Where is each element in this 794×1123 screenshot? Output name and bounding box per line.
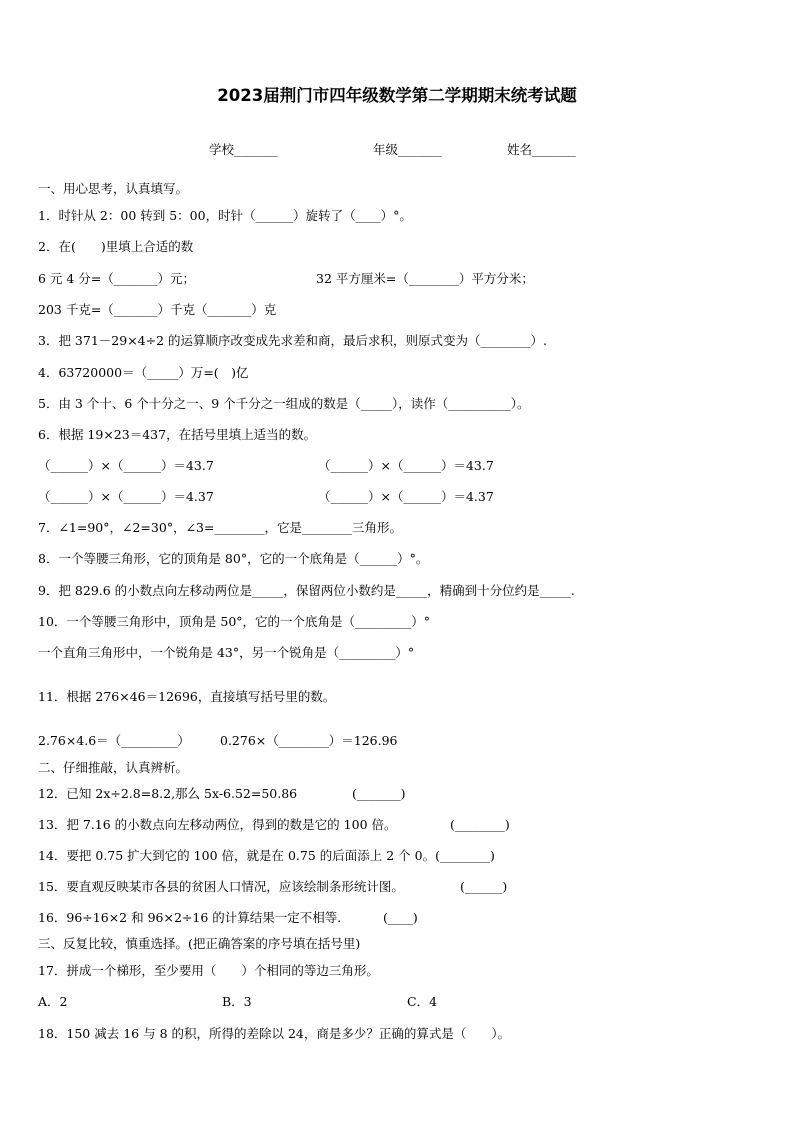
grade-field[interactable]: 年级_______ [373, 142, 442, 157]
question-2-c: 203 千克=（_______）千克（_______）克 [38, 302, 277, 317]
section-3-heading: 三、反复比较，慎重选择。(把正确答案的序号填在括号里) [38, 936, 361, 951]
question-10-b: 一个直角三角形中，一个锐角是 43°，另一个锐角是（_________）° [38, 645, 415, 660]
question-13: 13．把 7.16 的小数点向左移动两位，得到的数是它的 100 倍。 [38, 817, 397, 832]
question-11-a: 2.76×4.6＝（_________） [38, 733, 190, 748]
name-field[interactable]: 姓名_______ [507, 142, 576, 157]
question-6-c: （______）×（______）＝4.37 [38, 489, 214, 504]
school-field[interactable]: 学校_______ [209, 142, 278, 157]
question-14: 14．要把 0.75 扩大到它的 100 倍，就是在 0.75 的后面添上 2 个 0。(________) [38, 848, 495, 863]
question-9: 9．把 829.6 的小数点向左移动两位是_____，保留两位小数约是_____，精确到十分位约是_____. [38, 583, 575, 598]
question-15: 15．要直观反映某市各县的贫困人口情况，应该绘制条形统计图。 [38, 879, 404, 894]
question-5: 5．由 3 个十、6 个十分之一、9 个千分之一组成的数是（_____），读作（__________）。 [38, 396, 530, 411]
question-3: 3．把 371－29×4÷2 的运算顺序改变成先求差和商，最后求积，则原式变为（________）. [38, 333, 547, 348]
question-1: 1．时针从 2：00 转到 5：00，时针（______）旋转了（____）°。 [38, 208, 412, 223]
question-8: 8．一个等腰三角形，它的顶角是 80°，它的一个底角是（______）°。 [38, 551, 429, 566]
question-17: 17．拼成一个梯形，至少要用（ ）个相同的等边三角形。 [38, 963, 379, 978]
question-16: 16．96÷16×2 和 96×2÷16 的计算结果一定不相等. [38, 910, 342, 925]
question-11: 11．根据 276×46＝12696，直接填写括号里的数。 [38, 689, 336, 704]
question-17-option-c[interactable]: C．4 [407, 994, 438, 1009]
question-6-d: （______）×（______）＝4.37 [318, 489, 494, 504]
exam-title: 2023届荆门市四年级数学第二学期期末统考试题 [217, 86, 577, 105]
question-13-answer[interactable]: (________) [450, 817, 510, 832]
question-15-answer[interactable]: (______) [460, 879, 508, 894]
question-17-option-a[interactable]: A．2 [38, 994, 68, 1009]
question-12: 12．已知 2x÷2.8=8.2,那么 5x-6.52=50.86 [38, 786, 298, 801]
question-4: 4．63720000＝（_____）万=( )亿 [38, 365, 249, 380]
question-6-b: （______）×（______）＝43.7 [318, 458, 494, 473]
section-2-heading: 二、仔细推敲，认真辨析。 [38, 760, 189, 775]
section-1-heading: 一、用心思考，认真填写。 [38, 181, 189, 196]
question-18: 18．150 减去 16 与 8 的积，所得的差除以 24，商是多少？正确的算式是（ ）。 [38, 1026, 511, 1041]
question-16-answer[interactable]: (____) [383, 910, 418, 925]
question-17-option-b[interactable]: B．3 [222, 994, 252, 1009]
question-7: 7．∠1=90°，∠2=30°，∠3=________，它是________三角形。 [38, 520, 402, 535]
question-6-a: （______）×（______）＝43.7 [38, 458, 214, 473]
question-6: 6．根据 19×23＝437，在括号里填上适当的数。 [38, 427, 317, 442]
question-11-b: 0.276×（________）＝126.96 [220, 733, 398, 748]
question-10: 10．一个等腰三角形中，顶角是 50°，它的一个底角是（_________）° [38, 614, 431, 629]
question-2-b: 32 平方厘米=（________）平方分米； [316, 271, 534, 286]
question-2-a: 6 元 4 分=（_______）元； [38, 271, 196, 286]
question-12-answer[interactable]: (_______) [352, 786, 406, 801]
question-2: 2．在( )里填上合适的数 [38, 239, 194, 254]
